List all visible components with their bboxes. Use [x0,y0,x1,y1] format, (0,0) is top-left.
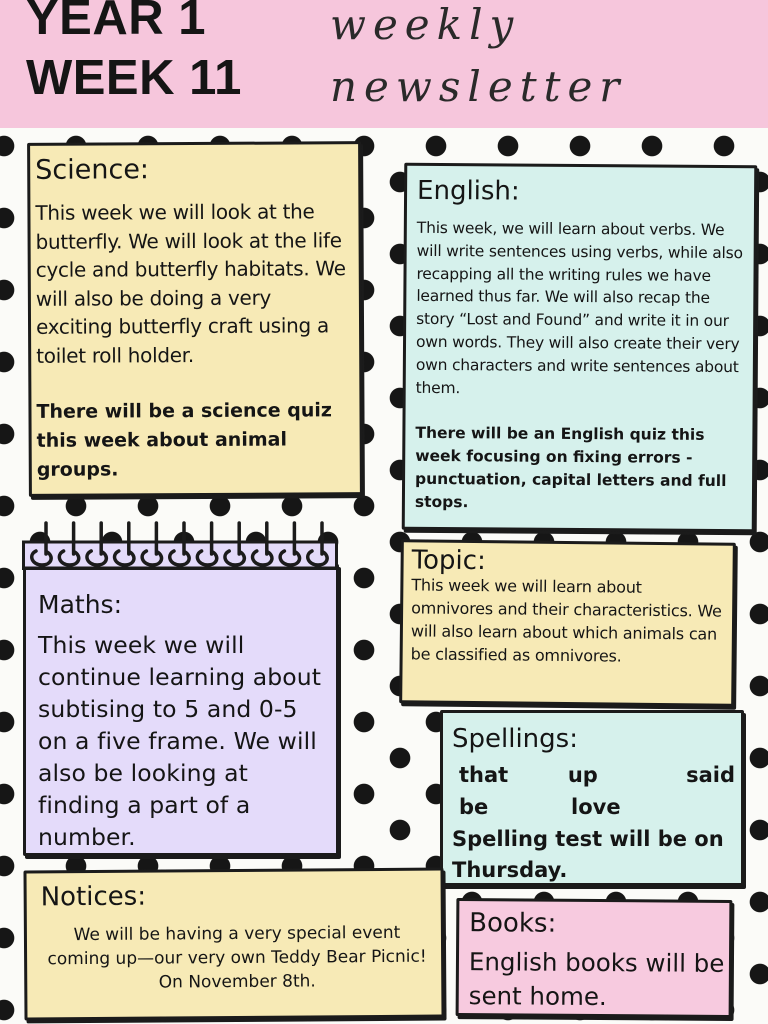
books-heading-text: Books [469,908,548,939]
english-quiz-note: There will be an English quiz this week focusing on fixing errors - punctuation, capital letters and full stops. [414,424,727,511]
spelling-words-row-2 [452,791,735,823]
topic-heading-text: Topic [411,545,478,577]
science-heading-text: Science [35,154,140,186]
english-heading: English: [416,175,520,207]
notices-heading: Notices: [40,881,147,913]
spelling-word: be [459,795,489,819]
spelling-word: said [686,763,735,787]
spelling-word: love [571,795,621,819]
maths-body: This week we will continue learning about subtising to 5 and 0-5 on a five frame. We will also be looking at finding a part of a number. [38,631,322,851]
science-quiz-note: There will be a science quiz this week about animal groups. [36,399,332,481]
spelling-word: up [567,763,598,787]
books-card [456,898,733,1018]
spellings-heading-text: Spellings [452,724,570,754]
spelling-word: that [459,763,509,787]
script-title-weekly: weekly [330,0,521,49]
english-heading-text: English [416,175,512,207]
newsletter-header [0,0,768,128]
notices-body: We will be having a very special event coming up—our very own Teddy Bear Picnic! On November 8th. [47,922,427,993]
class-week-title [26,0,242,108]
topic-heading: Topic: [411,545,486,577]
topic-card [399,539,736,706]
english-card [402,163,758,532]
maths-card [23,564,339,856]
books-heading: Books: [469,908,557,939]
science-heading: Science: [35,154,150,186]
english-body: This week, we will learn about verbs. We will write sentences using verbs, while also recapping all the writing rules we have learned thus far. We will also recap the story “Lost and Found” and write it in our own words. They will also create their very own characters and write sentences about them. [415,218,743,397]
books-body: English books will be sent home. [468,947,725,1012]
week-label: WEEK 11 [26,51,242,105]
topic-body: This week we will learn about omnivores and their characteristics. We will also learn about which animals can be classified as omnivores. [410,575,722,666]
year-label: YEAR 1 [26,0,207,45]
script-title-newsletter: newsletter [330,62,627,111]
maths-heading-text: Maths [38,590,114,619]
science-card [27,141,363,497]
spelling-test-note: Spelling test will be on Thursday. [452,827,724,882]
notebook-spiral-binding [22,520,338,570]
spellings-heading: Spellings: [452,724,578,754]
notices-card [23,868,444,1021]
spellings-card [440,710,744,886]
notices-heading-text: Notices [40,881,138,913]
spelling-words-row-1 [452,759,735,791]
science-body: This week we will look at the butterfly. We will look at the life cycle and butterfly habitats. We will also be doing a very exciting butterfly craft using a toilet roll holder. [35,199,346,368]
maths-heading: Maths: [38,590,122,619]
